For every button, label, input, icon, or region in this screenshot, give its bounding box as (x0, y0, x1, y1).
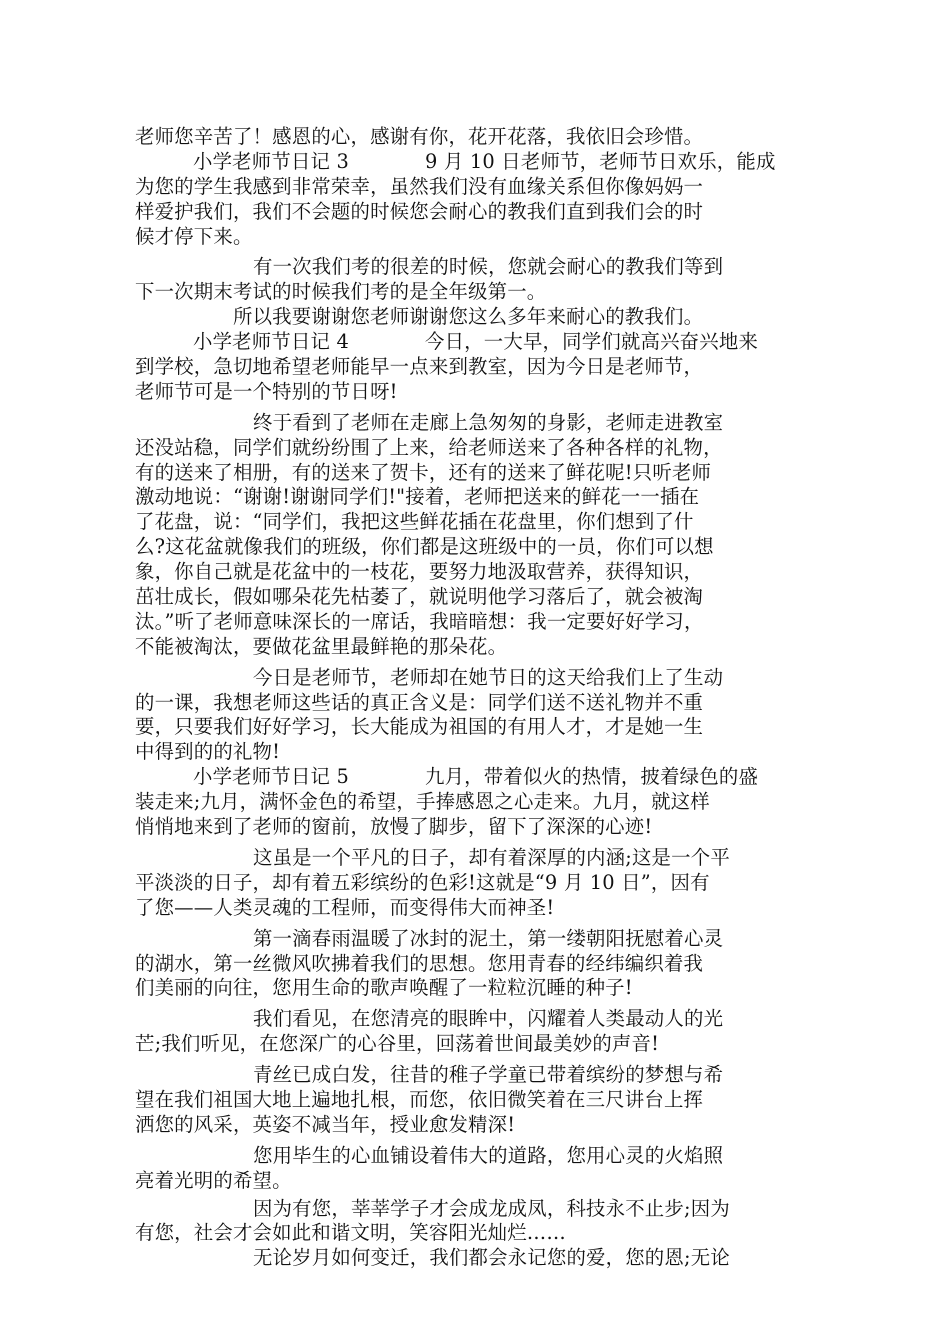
paragraph-start: 这虽是一个平凡的日子，却有着深厚的内涵;这是一个平 (253, 845, 730, 869)
text-line: 要，只要我们好好学习，长大能成为祖国的有用人才，才是她一生 (135, 715, 704, 739)
text-line: 有的送来了相册，有的送来了贺卡，还有的送来了鲜花呢!只听老师 (135, 460, 712, 484)
paragraph-start: 青丝已成白发，往昔的稚子学童已带着缤纷的梦想与希 (253, 1063, 724, 1087)
text-line: 下一次期末考试的时候我们考的是全年级第一。 (135, 280, 547, 304)
text-line: 么?这花盆就像我们的班级，你们都是这班级中的一员，你们可以想 (135, 535, 714, 559)
paragraph-start: 所以我要谢谢您老师谢谢您这么多年来耐心的教我们。 (233, 305, 704, 329)
text-line: 老师您辛苦了！感恩的心，感谢有你，花开花落，我依旧会珍惜。 (135, 125, 704, 148)
text-line: 了您——人类灵魂的工程师，而变得伟大而神圣! (135, 895, 555, 919)
text-line: 亮着光明的希望。 (135, 1168, 292, 1192)
diary-intro-5: 九月，带着似火的热情，披着绿色的盛 (425, 765, 759, 789)
text-line: 的湖水，第一丝微风吹拂着我们的思想。您用青春的经纬编织着我 (135, 951, 704, 975)
text-line: 激动地说：“谢谢!谢谢同学们!"接着，老师把送来的鲜花一一插在 (135, 485, 700, 509)
paragraph-start: 因为有您，莘莘学子才会成龙成凤，科技永不止步;因为 (253, 1196, 730, 1220)
text-line: 象，你自己就是花盆中的一枝花，要努力地汲取营养，获得知识， (135, 560, 704, 584)
diary-title-5: 小学老师节日记 5 (193, 765, 350, 789)
document-body (135, 125, 813, 1271)
diary-intro-4: 今日，一大早，同学们就高兴奋兴地来 (425, 330, 759, 354)
paragraph-start: 无论岁月如何变迁，我们都会永记您的爱，您的恩;无论 (253, 1246, 730, 1270)
paragraph-start: 有一次我们考的很差的时候，您就会耐心的教我们等到 (253, 255, 724, 279)
diary-title-4: 小学老师节日记 4 (193, 330, 350, 354)
text-line: 老师节可是一个特别的节日呀! (135, 379, 398, 403)
text-line: 的一课，我想老师这些话的真正含义是：同学们送不送礼物并不重 (135, 690, 704, 714)
text-line: 芒;我们听见，在您深广的心谷里，回荡着世间最美妙的声音! (135, 1032, 660, 1056)
text-line: 样爱护我们，我们不会题的时候您会耐心的教我们直到我们会的时 (135, 199, 704, 223)
diary-title-3: 小学老师节日记 3 (193, 149, 350, 173)
paragraph-start: 您用毕生的心血铺设着伟大的道路，您用心灵的火焰照 (253, 1143, 724, 1167)
diary-heading-3 (135, 150, 813, 175)
diary-intro-3: 9 月 10 日老师节，老师节日欢乐，能成 (425, 149, 776, 173)
text-line: 悄悄地来到了老师的窗前，放慢了脚步，留下了深深的心迹! (135, 815, 653, 839)
diary-heading-4 (135, 330, 813, 355)
text-line: 到学校，急切地希望老师能早一点来到教室，因为今日是老师节， (135, 355, 704, 379)
text-line: 不能被淘汰，要做花盆里最鲜艳的那朵花。 (135, 634, 508, 658)
text-line: 汰。”听了老师意味深长的一席话，我暗暗想：我一定要好好学习， (135, 609, 704, 633)
paragraph-start: 我们看见，在您清亮的眼眸中，闪耀着人类最动人的光 (253, 1007, 724, 1031)
text-line: 了花盘，说：“同学们，我把这些鲜花插在花盘里，你们想到了什 (135, 510, 694, 534)
text-line: 平淡淡的日子，却有着五彩缤纷的色彩!这就是“9 月 10 日”，因有 (135, 870, 710, 894)
text-line: 为您的学生我感到非常荣幸，虽然我们没有血缘关系但你像妈妈一 (135, 174, 704, 198)
text-line: 候才停下来。 (135, 224, 253, 248)
text-line: 洒您的风采，英姿不减当年，授业愈发精深! (135, 1112, 516, 1136)
text-line: 们美丽的向往，您用生命的歌声唤醒了一粒粒沉睡的种子! (135, 976, 633, 1000)
text-line: 还没站稳，同学们就纷纷围了上来，给老师送来了各种各样的礼物， (135, 435, 723, 459)
paragraph-start: 今日是老师节，老师却在她节日的这天给我们上了生动 (253, 665, 724, 689)
text-line: 茁壮成长，假如哪朵花先枯萎了，就说明他学习落后了，就会被淘 (135, 585, 704, 609)
text-line: 望在我们祖国大地上遍地扎根，而您，依旧微笑着在三尺讲台上挥 (135, 1087, 704, 1111)
diary-heading-5 (135, 765, 813, 790)
text-line: 有您，社会才会如此和谐文明，笑容阳光灿烂…… (135, 1221, 566, 1245)
text-line: 中得到的的礼物! (135, 740, 281, 764)
paragraph-start: 终于看到了老师在走廊上急匆匆的身影，老师走进教室 (253, 410, 724, 434)
paragraph-start: 第一滴春雨温暖了冰封的泥土，第一缕朝阳抚慰着心灵 (253, 926, 724, 950)
text-line: 装走来;九月，满怀金色的希望，手捧感恩之心走来。九月，就这样 (135, 790, 710, 814)
